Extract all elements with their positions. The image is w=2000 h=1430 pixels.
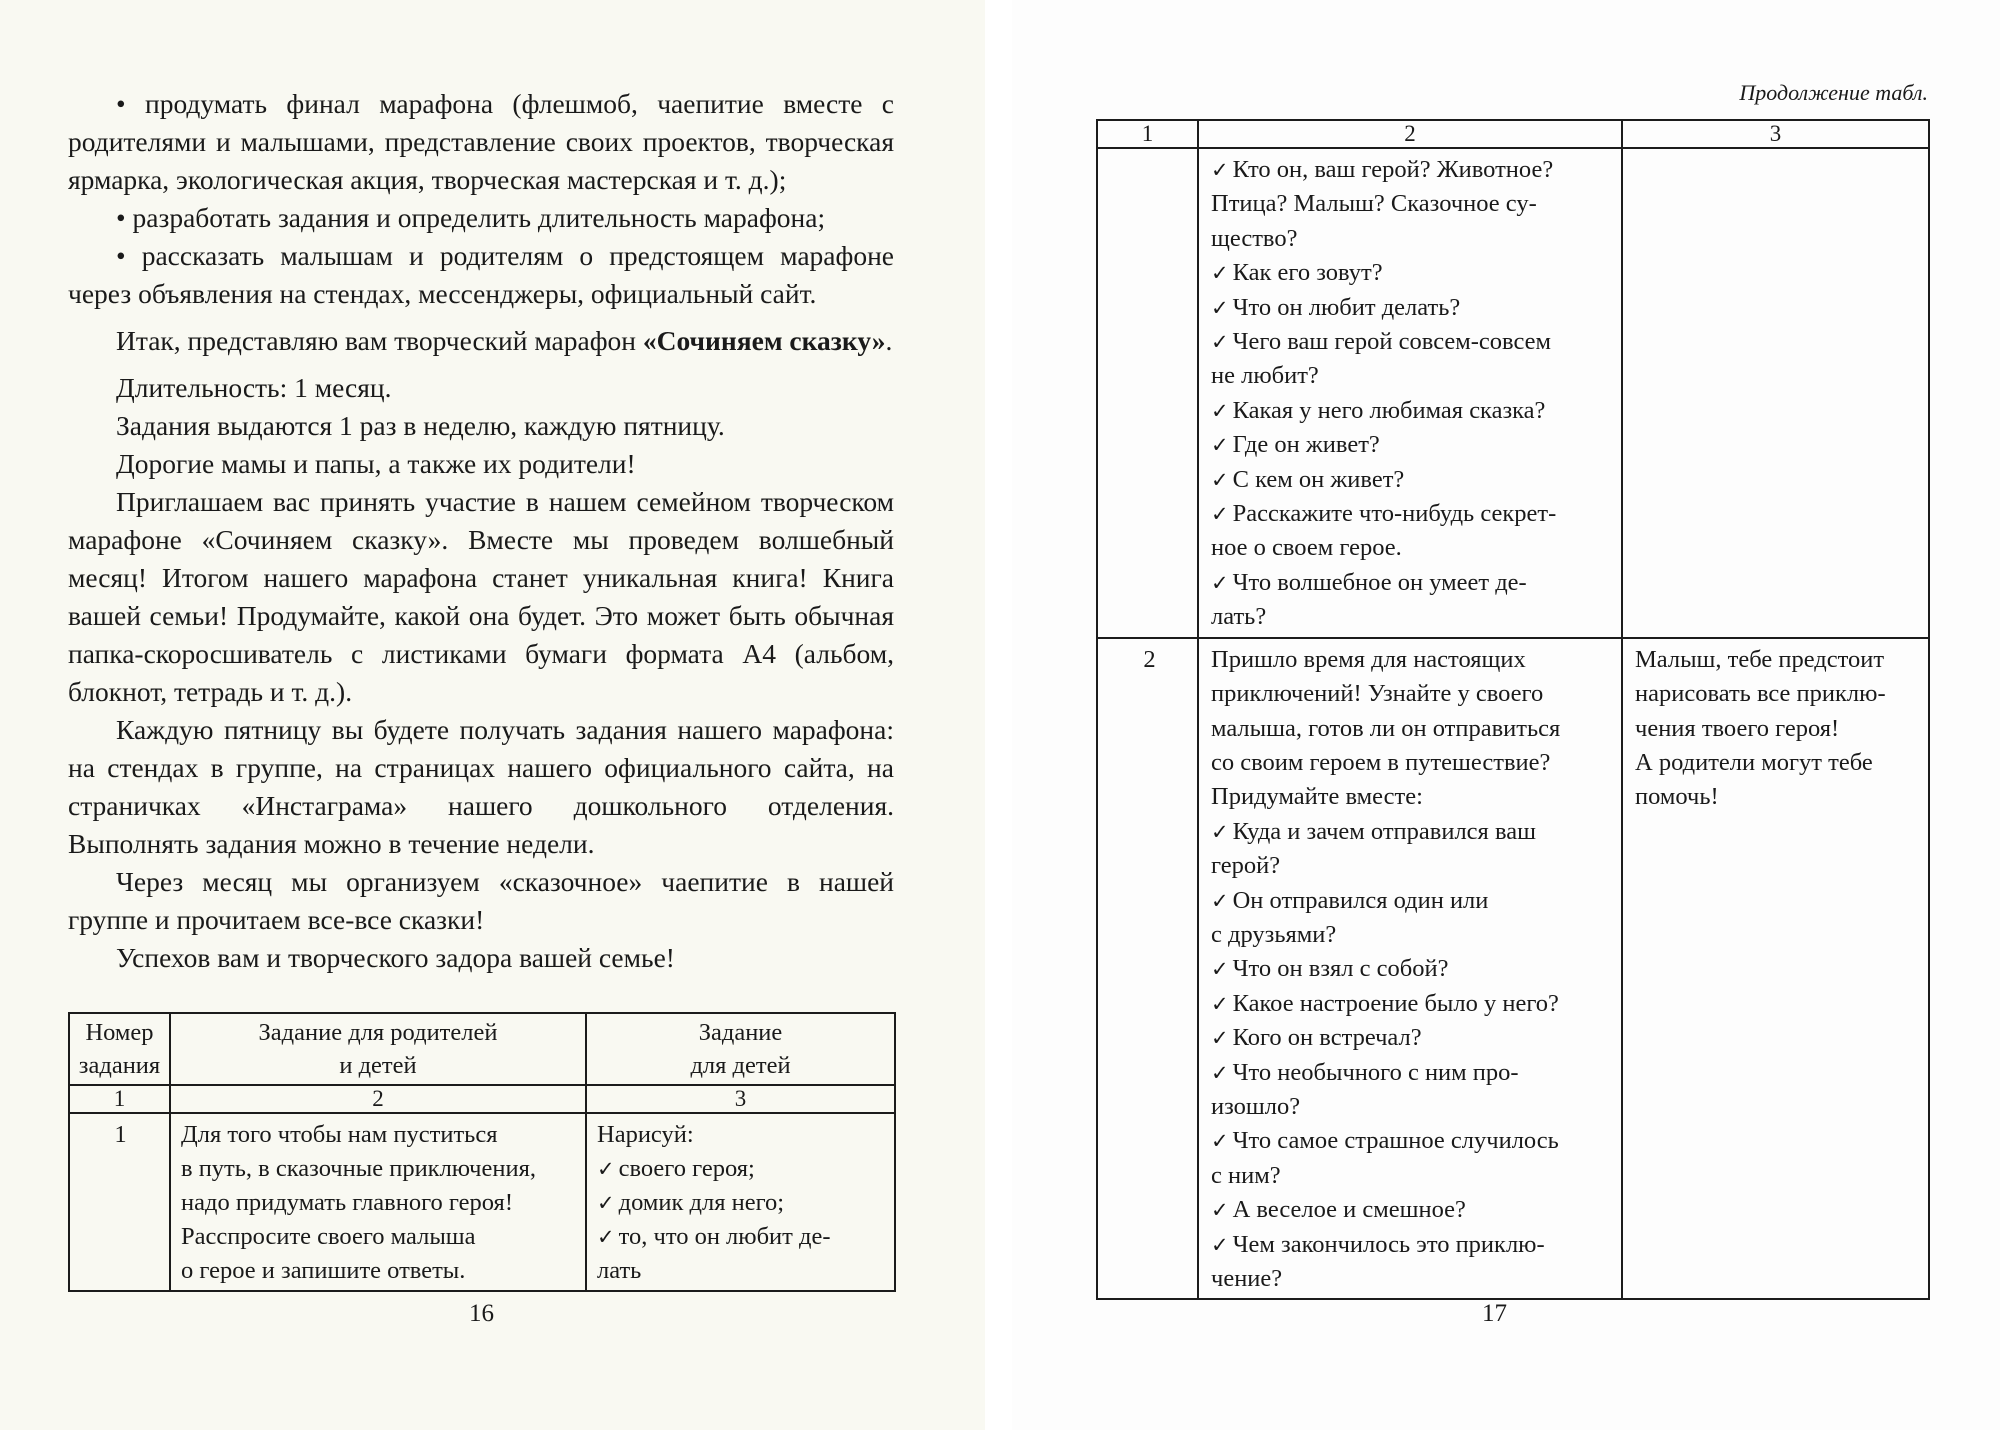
header-cell: Задание для детей [586,1013,895,1085]
check-icon: ✓ [1211,158,1229,182]
checklist-item: ✓ Какая у него любимая сказка? [1211,396,1546,424]
check-icon: ✓ [1211,433,1229,458]
table-continuation-caption: Продолжение табл. [1739,80,1928,105]
check-icon: ✓ [1211,1060,1229,1085]
tasks-table [68,1012,896,1292]
left-page [0,0,985,1430]
task-number: 1 [69,1113,170,1291]
column-number: 1 [69,1085,170,1113]
right-page [1012,0,2000,1430]
column-number-row [1097,120,1929,148]
text-line: ное о своем герое. [1211,534,1402,562]
bullet-paragraph: • рассказать малышам и родителям о предстоящем марафоне через объявления на стендах, мессенджеры, официальный сайт. [68,240,894,309]
table-row [69,1113,895,1291]
check-icon: ✓ [1211,261,1229,286]
header-cell: Номер задания [69,1013,170,1085]
task-kids-cell [1622,148,1929,638]
text-line: приключений! Узнайте у своего [1211,680,1544,708]
check-icon: ✓ [1211,888,1229,913]
intro-text: Итак, представляю вам творческий марафон [116,325,637,356]
invite-paragraph: Приглашаем вас принять участие в нашем семейном творческом марафоне «Сочиняем сказку». Вместе мы проведем волшебный месяц! Итогом нашего марафона станет уникальная книга! Книга вашей семьи! Продумайте, какой она будет. Это может быть обычная папка-скоросшиватель с листиками бумаги формата А4 (альбом, блокнот, тетрадь и т. д.). [68,486,894,707]
task-number: 2 [1097,638,1198,1300]
checklist-item: ✓ А веселое и смешное? [1211,1196,1466,1224]
column-number: 3 [1622,120,1929,148]
marathon-title: «Сочиняем сказку» [642,325,886,356]
checklist-item: ✓ Кого он встречал? [1211,1024,1422,1052]
text-line: с ним? [1211,1161,1281,1189]
check-icon: ✓ [1211,1129,1229,1154]
task-parents-cell [1198,148,1622,638]
tasks-table-continued [1096,119,1930,1300]
column-number: 2 [1198,120,1622,148]
task-parents-cell [1198,638,1622,1300]
text-line: не любит? [1211,362,1319,390]
column-number: 1 [1097,120,1198,148]
header-cell: Задание для родителей и детей [170,1013,586,1085]
text-line: Пришло время для настоящих [1211,645,1526,673]
checklist-item: ✓ Где он живет? [1211,431,1380,459]
check-icon: ✓ [597,1191,615,1215]
checklist-item: ✓ Чем закончилось это приклю- [1211,1230,1545,1258]
column-number: 2 [170,1085,586,1113]
task-kids-cell: Нарисуй: ✓ своего героя; ✓ домик для него; ✓ то, что он любит де- лать [586,1113,895,1291]
schedule-text: Задания выдаются 1 раз в неделю, каждую пятницу. [116,410,725,441]
bullet-paragraph: • разработать задания и определить длительность марафона; [116,202,826,233]
duration-text: Длительность: 1 месяц. [116,372,392,403]
check-icon: ✓ [597,1225,615,1249]
table-row [1097,148,1929,638]
check-icon: ✓ [1211,819,1229,844]
checklist-item: ✓ Что он любит делать? [1211,293,1461,321]
task-number [1097,148,1198,638]
checklist-item: ✓ Что необычного с ним про- [1211,1058,1519,1086]
left-page-text [68,85,894,977]
task-kids-cell: Малыш, тебе предстоит нарисовать все приклю- чения твоего героя! А родители могут тебе помочь! [1622,638,1929,1300]
text-line: герой? [1211,852,1281,880]
bullet-paragraph: • продумать финал марафона (флешмоб, чаепитие вместе с родителями и малышами, представление своих проектов, творческая ярмарка, экологическая акция, творческая мастерская и т. д.); [68,88,894,195]
intro-paragraph [68,322,894,360]
fridays-paragraph: Каждую пятницу вы будете получать задания нашего марафона: на стендах в группе, на страницах нашего официального сайта, на страничках «Инстаграма» нашего дошкольного отделения. Выполнять задания можно в течение недели. [68,714,894,859]
text-line: малыша, готов ли он отправиться [1211,714,1561,742]
text-line: изошло? [1211,1092,1301,1120]
check-icon: ✓ [1211,467,1229,492]
greeting-text: Дорогие мамы и папы, а также их родители! [116,448,636,479]
text-line: Птица? Малыш? Сказочное су- [1211,190,1537,218]
checklist-item: ✓ Куда и зачем отправился ваш [1211,817,1536,845]
check-icon: ✓ [597,1157,615,1181]
checklist-item: ✓ Что он взял с собой? [1211,955,1449,983]
text-line: чение? [1211,1265,1283,1292]
task-parents-cell: Для того чтобы нам пуститься в путь, в сказочные приключения, надо придумать главного героя! Расспросите своего малыша о герое и запишите ответы. [170,1113,586,1291]
check-icon: ✓ [1211,991,1229,1016]
checklist-item: ✓ Он отправился один или [1211,886,1489,914]
checklist-item: ✓ Что волшебное он умеет де- [1211,568,1527,596]
checklist-item: ✓ Расскажите что-нибудь секрет- [1211,500,1557,528]
check-icon: ✓ [1211,1232,1229,1257]
check-icon: ✓ [1211,1198,1229,1223]
book-gutter [985,0,1012,1430]
check-icon: ✓ [1211,570,1229,595]
check-icon: ✓ [1211,330,1229,355]
table-row [1097,638,1929,1300]
text-line: Придумайте вместе: [1211,783,1423,811]
checklist-item: ✓ Кто он, ваш герой? Животное? [1211,156,1554,183]
intro-end: . [885,325,893,356]
column-number-row [69,1085,895,1113]
column-number: 3 [586,1085,895,1113]
checklist-item: ✓ Какое настроение было у него? [1211,989,1559,1017]
text-line: щество? [1211,224,1298,252]
check-icon: ✓ [1211,295,1229,320]
text-line: со своим героем в путешествие? [1211,748,1551,776]
check-icon: ✓ [1211,1026,1229,1051]
page-number: 17 [1482,1300,1507,1327]
table-header-row [69,1013,895,1085]
checklist-item: ✓ Чего ваш герой совсем-совсем [1211,328,1552,356]
checklist-item: ✓ Как его зовут? [1211,259,1383,287]
checklist-item: ✓ Что самое страшное случилось [1211,1127,1559,1155]
text-line: лать? [1211,603,1267,631]
check-icon: ✓ [1211,502,1229,527]
check-icon: ✓ [1211,957,1229,982]
text-line: с друзьями? [1211,920,1337,948]
party-paragraph: Через месяц мы организуем «сказочное» чаепитие в нашей группе и прочитаем все-все сказки! [68,866,894,935]
check-icon: ✓ [1211,398,1229,423]
page-number: 16 [469,1300,494,1327]
checklist-item: ✓ С кем он живет? [1211,465,1405,493]
wish-text: Успехов вам и творческого задора вашей семье! [116,942,675,973]
